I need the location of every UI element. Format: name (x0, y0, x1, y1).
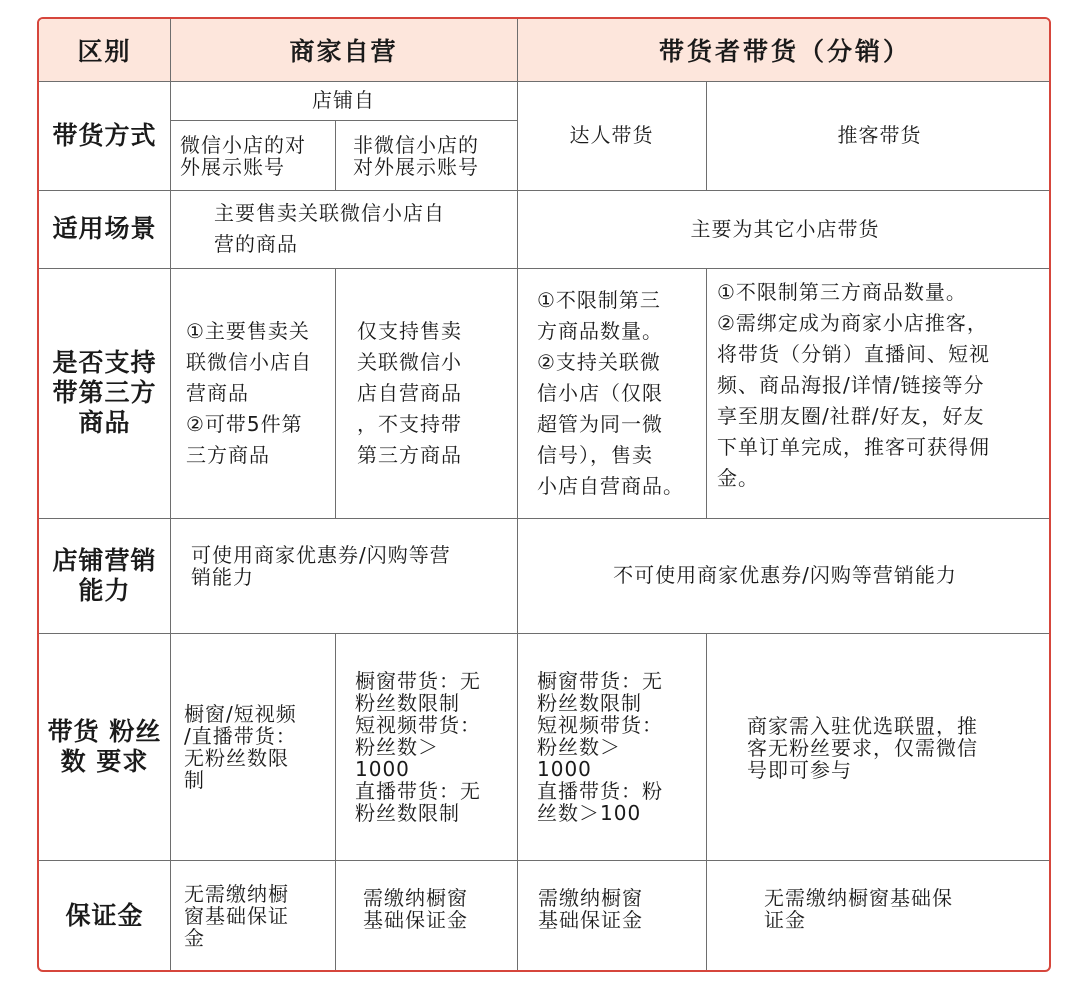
header-merchant-self-operated: 商家自营 (170, 19, 517, 81)
divider (517, 19, 518, 972)
divider (39, 518, 1051, 519)
marketing-self: 可使用商家优惠券/闪购等营 销能力 (191, 543, 451, 589)
deposit-talent: 需缴纳橱窗 基础保证金 (538, 886, 643, 932)
non-wechat-shop-account: 非微信小店的 对外展示账号 (353, 133, 479, 179)
third-party-non-wx-shop: 仅支持售卖 关联微信小 店自营商品 ，不支持带 第三方商品 (357, 318, 462, 467)
divider (335, 633, 336, 972)
marketing-distribution: 不可使用商家优惠券/闪购等营销能力 (613, 563, 957, 587)
row-label-marketing: 店铺营销 能力 (52, 545, 157, 605)
third-party-wx-shop: ①主要售卖关 联微信小店自 营商品 ②可带5件第 三方商品 (186, 318, 312, 467)
divider (335, 268, 336, 518)
divider (39, 81, 1051, 82)
row-label-selling-method: 带货方式 (52, 120, 157, 150)
deposit-wx-shop: 无需缴纳橱 窗基础保证 金 (184, 882, 289, 950)
divider (39, 633, 1051, 634)
shop-self-label: 店铺自 (312, 87, 375, 112)
row-label-deposit: 保证金 (65, 901, 144, 930)
scenario-distribution: 主要为其它小店带货 (690, 216, 880, 241)
deposit-promoter: 无需缴纳橱窗基础保 证金 (764, 886, 953, 932)
promoter-selling: 推客带货 (837, 123, 922, 147)
deposit-non-wx-shop: 需缴纳橱窗 基础保证金 (363, 886, 468, 932)
divider (39, 860, 1051, 861)
scenario-self: 主要售卖关联微信小店自 营的商品 (214, 201, 445, 256)
divider (170, 120, 517, 121)
divider (706, 633, 707, 972)
fans-non-wx-shop: 橱窗带货：无 粉丝数限制 短视频带货： 粉丝数＞ 1000 直播带货：无 粉丝数限制 (355, 668, 481, 825)
divider (335, 120, 336, 190)
header-difference: 区别 (39, 19, 170, 81)
fans-promoter: 商家需入驻优选联盟，推 客无粉丝要求，仅需微信 号即可参与 (747, 714, 978, 782)
divider (39, 190, 1051, 191)
divider (170, 19, 171, 972)
row-label-scenario: 适用场景 (52, 214, 157, 243)
divider (39, 268, 1051, 269)
comparison-table (37, 17, 1051, 972)
third-party-talent: ①不限制第三 方商品数量。 ②支持关联微 信小店（仅限 超管为同一微 信号），售卖 小店自营商品。 (537, 287, 684, 498)
fans-wx-shop: 橱窗/短视频 /直播带货： 无粉丝数限 制 (184, 701, 297, 792)
wechat-shop-account: 微信小店的对 外展示账号 (180, 133, 306, 179)
row-label-third-party: 是否支持 带第三方 商品 (52, 348, 157, 437)
third-party-promoter: ①不限制第三方商品数量。 ②需绑定成为商家小店推客， 将带货（分销）直播间、短视 频、商品海报/详情/链接等分 享至朋友圈/社群/好友，好友 下单订单完成，推客可获得佣 金。 (717, 280, 990, 490)
header-distribution: 带货者带货（分销） (517, 19, 1051, 81)
fans-talent: 橱窗带货：无 粉丝数限制 短视频带货： 粉丝数＞ 1000 直播带货：粉 丝数＞100 (537, 668, 663, 825)
divider (706, 268, 707, 518)
divider (706, 81, 707, 190)
row-label-fans: 带货 粉丝数 要求 (47, 716, 162, 776)
talent-selling: 达人带货 (569, 123, 654, 147)
